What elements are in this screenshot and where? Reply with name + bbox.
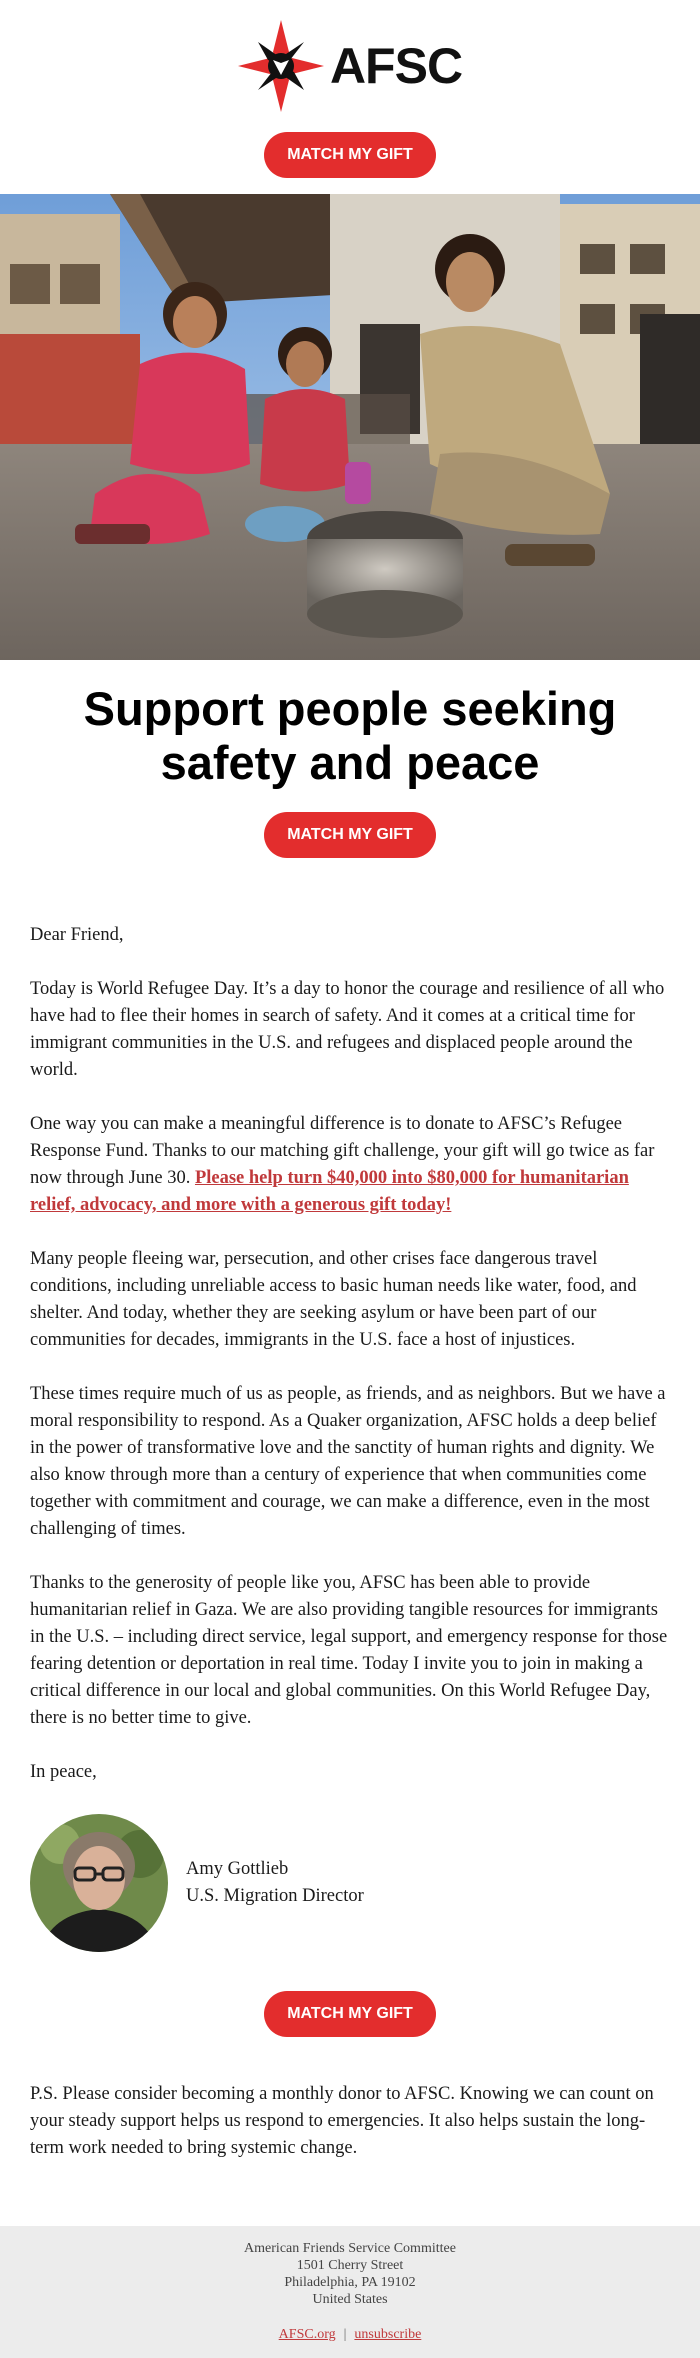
footer-street: 1501 Cherry Street (296, 2258, 404, 2273)
footer-links (0, 2326, 700, 2343)
closing: In peace, (30, 1762, 97, 1782)
headline: Support people seeking safety and peace (83, 682, 617, 789)
paragraph-2-text: One way you can make a meaningful difference is to donate to AFSC’s Refugee Response Fund. Thanks to our matching gift challenge, your gift will go twice as far now through June 30. (30, 1114, 655, 1188)
letter-body (0, 922, 700, 1786)
signature-block (0, 1813, 700, 1953)
footer-separator: | (343, 2327, 347, 2342)
paragraph-1: Today is World Refugee Day. It’s a day to honor the courage and resilience of all who have had to flee their homes in search of safety. And it comes at a critical time for immigrant communities in the U.S. and refugees and displaced people around the world. (30, 979, 665, 1080)
match-gift-button-bottom[interactable]: MATCH MY GIFT (264, 1991, 436, 2037)
portrait-photo-icon (30, 1814, 168, 1952)
hero-photo (0, 194, 700, 660)
match-gift-button-middle[interactable]: MATCH MY GIFT (264, 812, 436, 858)
afsc-star-logo-icon (238, 20, 324, 112)
avatar (30, 1814, 168, 1952)
footer-city: Philadelphia, PA 19102 (284, 2275, 416, 2290)
paragraph-4: These times require much of us as people, as friends, and as neighbors. But we have a moral responsibility to respond. As a Quaker organization, AFSC holds a deep belief in the power of transformative love and the sanctity of human rights and dignity. We also know through more than a century of experience that when communities come together with commitment and courage, we can make a difference, even in the most challenging of times. (30, 1384, 666, 1539)
paragraph-5: Thanks to the generosity of people like you, AFSC has been able to provide humanitarian relief in Gaza. We are also providing tangible resources for immigrants in the U.S. – including direct service, legal support, and emergency response for those fearing detention or deportation in real time. Today I invite you to join in making a critical difference in our local and global communities. On this World Refugee Day, there is no better time to give. (30, 1573, 668, 1728)
footer-country: United States (312, 2292, 388, 2307)
afsc-site-link[interactable]: AFSC.org (278, 2327, 336, 2342)
unsubscribe-link[interactable]: unsubscribe (354, 2327, 422, 2342)
footer-org: American Friends Service Committee (244, 2241, 456, 2256)
match-gift-button-top[interactable]: MATCH MY GIFT (264, 132, 436, 178)
signature-text (186, 1856, 364, 1910)
donate-link[interactable]: Please help turn $40,000 into $80,000 for humanitarian relief, advocacy, and more with a generous gift today! (30, 1168, 629, 1215)
signer-name: Amy Gottlieb (186, 1859, 289, 1879)
footer (0, 2226, 700, 2358)
paragraph-2 (30, 1111, 670, 1219)
paragraph-3: Many people fleeing war, persecution, and other crises face dangerous travel conditions, including unreliable access to basic human needs like water, food, and shelter. And today, whether they are seeking asylum or have been part of our communities for decades, immigrants in the U.S. face a host of injustices. (30, 1249, 637, 1350)
greeting: Dear Friend, (30, 925, 124, 945)
header (0, 0, 700, 132)
logo-text: AFSC (329, 38, 463, 94)
signer-title: U.S. Migration Director (186, 1886, 364, 1906)
postscript: P.S. Please consider becoming a monthly donor to AFSC. Knowing we can count on your steady support helps us respond to emergencies. It also helps sustain the long-term work needed to bring systemic change. (30, 2084, 654, 2158)
